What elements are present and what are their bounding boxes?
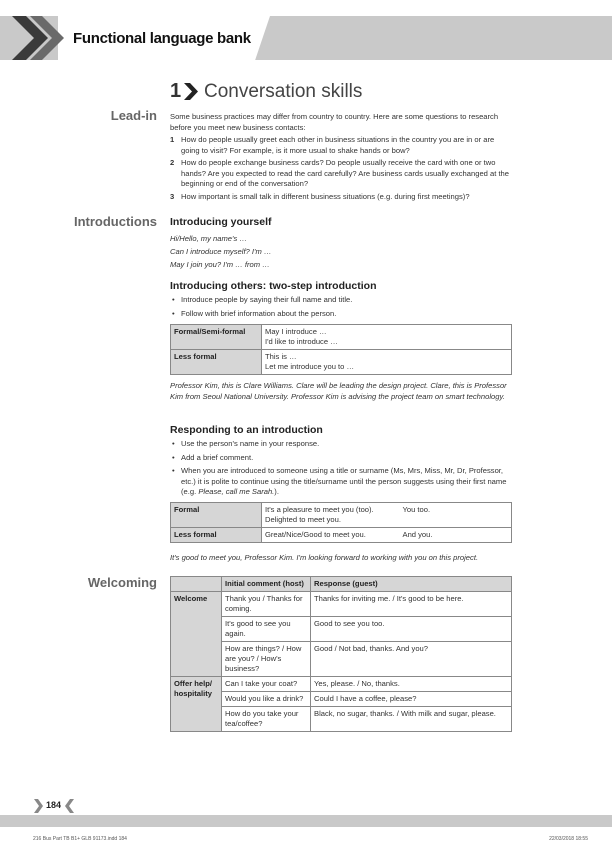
- phrase-line: Delighted to meet you.: [265, 515, 341, 524]
- responding-table: [170, 502, 512, 543]
- table-row: [171, 325, 512, 350]
- section-label-introductions: Introductions: [73, 214, 157, 229]
- row-phrases: [262, 528, 400, 543]
- host-cell: It's good to see you again.: [222, 617, 311, 642]
- subheading-introducing-yourself: Introducing yourself: [170, 216, 272, 228]
- welcoming-table: [170, 576, 512, 732]
- table-row: [171, 677, 512, 692]
- host-cell: How do you take your tea/coffee?: [222, 707, 311, 732]
- question-number: 3: [170, 191, 175, 201]
- unit-title: Conversation skills: [204, 81, 363, 102]
- row-label: Less formal: [171, 350, 262, 375]
- phrase-line: It's a pleasure to meet you (too).: [265, 505, 374, 514]
- bullet-example: Please, call me Sarah.: [198, 487, 275, 496]
- subheading-responding: Responding to an introduction: [170, 424, 323, 436]
- responding-example: It's good to meet you, Professor Kim. I'm looking forward to working with you on this project.: [170, 553, 479, 562]
- group-label-welcome: Welcome: [171, 592, 222, 677]
- question-item: [170, 192, 510, 203]
- bullet-text: When you are introduced to someone using a title or surname (Ms, Mrs, Miss, Mr, Dr, Professor, etc.) it is polite to continue using the title/surname until the person suggests using their first name (e.g.: [181, 466, 507, 496]
- bullet-text-end: ).: [274, 487, 279, 496]
- introducing-others-example: Professor Kim, this is Clare Williams. Clare will be leading the design project. Clare, this is Professor Kim from Seoul National University. Professor Kim is advising the project team on smart technology.: [170, 381, 507, 401]
- page-chevron-left-icon: [34, 799, 44, 813]
- question-number: 2: [170, 158, 175, 167]
- table-row: [171, 707, 512, 732]
- footer-date: 22/03/2018 18:55: [549, 836, 588, 842]
- lead-in-questions: [170, 135, 510, 202]
- lead-in-intro: Some business practices may differ from country to country. Here are some questions to research before you meet new business contacts:: [170, 112, 499, 132]
- guest-cell: Yes, please. / No, thanks.: [311, 677, 512, 692]
- host-cell: Would you like a drink?: [222, 692, 311, 707]
- table-row: [171, 642, 512, 677]
- phrase-line: This is …: [265, 352, 297, 361]
- phrase-line: May I introduce …: [265, 327, 327, 336]
- row-phrases: [262, 350, 512, 375]
- table-header-row: [171, 577, 512, 592]
- guest-cell: Thanks for inviting me. / It's good to be here.: [311, 592, 512, 617]
- guest-cell: Black, no sugar, thanks. / With milk and sugar, please.: [311, 707, 512, 732]
- bullet-item: [170, 466, 510, 498]
- header-cell-empty: [171, 577, 222, 592]
- phrase-line: May I join you? I'm … from …: [170, 260, 270, 269]
- section-label-lead-in: Lead-in: [110, 108, 157, 123]
- bullet-item: • Add a brief comment.: [170, 453, 510, 464]
- header-chevrons-icon: [12, 16, 64, 60]
- row-label: Formal: [171, 503, 262, 528]
- header-cell-guest: Response (guest): [311, 577, 512, 592]
- phrase-line: I'd like to introduce …: [265, 337, 338, 346]
- row-label: Less formal: [171, 528, 262, 543]
- row-reply: And you.: [400, 528, 512, 543]
- group-label-hospitality: Offer help/ hospitality: [171, 677, 222, 732]
- table-row: [171, 350, 512, 375]
- question-text: How do people usually greet each other in business situations in the country you are in or are going to visit? For example, is it more usual to shake hands or bow?: [181, 135, 495, 155]
- phrase-line: Let me introduce you to …: [265, 362, 355, 371]
- page-chevron-right-icon: [64, 799, 74, 813]
- row-phrases: [262, 503, 400, 528]
- phrase-line: Great/Nice/Good to meet you.: [265, 530, 366, 539]
- introducing-others-table: [170, 324, 512, 375]
- header-title: Functional language bank: [73, 30, 251, 47]
- row-reply: You too.: [400, 503, 512, 528]
- table-row: [171, 617, 512, 642]
- unit-number: 1: [170, 80, 182, 102]
- question-text: How do people exchange business cards? Do people usually receive the card with one or two hands? Are you expected to read the card carefully? Are business cards usually exchanged at the beginning or end of the conversation?: [181, 158, 510, 188]
- lead-in-section: [170, 112, 510, 204]
- table-row: [171, 592, 512, 617]
- question-number: 1: [170, 135, 175, 144]
- row-phrases: [262, 325, 512, 350]
- introducing-yourself-phrases: [170, 232, 271, 271]
- host-cell: How are things? / How are you? / How's business?: [222, 642, 311, 677]
- header-cell-host: Initial comment (host): [222, 577, 311, 592]
- bullet-item: • Introduce people by saying their full name and title.: [170, 295, 510, 306]
- row-label: Formal/Semi-formal: [171, 325, 262, 350]
- question-item: [170, 135, 510, 156]
- phrase-line: Hi/Hello, my name's …: [170, 234, 247, 243]
- footer-file-info: 216 Bus Part TB B1+ GLB 91173.indd 184: [33, 836, 127, 842]
- guest-cell: Good / Not bad, thanks. And you?: [311, 642, 512, 677]
- subheading-introducing-others: Introducing others: two-step introduction: [170, 280, 377, 292]
- question-item: [170, 158, 510, 190]
- bullet-item: • Follow with brief information about the person.: [170, 309, 510, 320]
- bullet-item: • Use the person's name in your response.: [170, 439, 510, 450]
- section-label-welcoming: Welcoming: [87, 575, 157, 590]
- host-cell: Can I take your coat?: [222, 677, 311, 692]
- unit-chevron-icon: [184, 83, 198, 100]
- page-number: 184: [46, 800, 62, 810]
- footer-band: [0, 815, 612, 827]
- guest-cell: Good to see you too.: [311, 617, 512, 642]
- question-text: How important is small talk in different business situations (e.g. during first meetings)?: [181, 191, 470, 201]
- introducing-others-bullets: [170, 295, 510, 322]
- host-cell: Thank you / Thanks for coming.: [222, 592, 311, 617]
- phrase-line: Can I introduce myself? I'm …: [170, 247, 272, 256]
- table-row: [171, 528, 512, 543]
- table-row: [171, 692, 512, 707]
- responding-bullets: [170, 439, 510, 501]
- table-row: [171, 503, 512, 528]
- guest-cell: Could I have a coffee, please?: [311, 692, 512, 707]
